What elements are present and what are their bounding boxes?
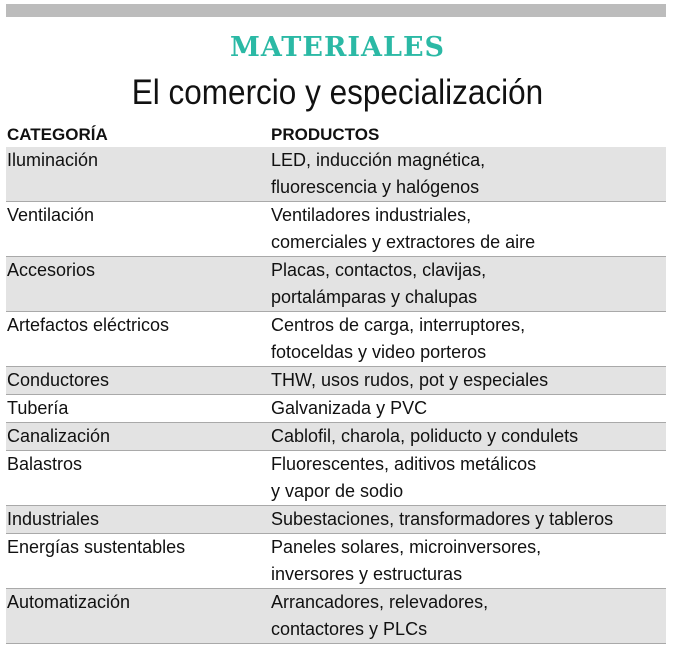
products-line: Paneles solares, microinversores, [271, 537, 542, 557]
table-row [6, 257, 666, 312]
section-label: MATERIALES [229, 32, 446, 63]
products-line: inversores y estructuras [271, 564, 463, 584]
category-cell: Industriales [7, 509, 100, 529]
products-table [6, 122, 666, 644]
category-cell: Balastros [7, 454, 83, 474]
products-line: portalámparas y chalupas [271, 287, 478, 307]
products-cell [271, 312, 666, 366]
products-line: Arrancadores, relevadores, [271, 592, 489, 612]
products-line: LED, inducción magnética, [271, 150, 486, 170]
table-row [6, 451, 666, 506]
products-line: Cablofil, charola, poliducto y condulets [271, 426, 579, 446]
header-products: PRODUCTOS [271, 125, 380, 144]
products-cell [271, 423, 666, 450]
products-line: Centros de carga, interruptores, [271, 315, 526, 335]
page-title: El comercio y especialización [131, 73, 544, 112]
table-row [6, 589, 666, 644]
products-cell [271, 367, 666, 394]
category-cell: Automatización [7, 592, 131, 612]
table-row [6, 506, 666, 534]
products-cell [271, 202, 666, 256]
products-cell [271, 451, 666, 505]
products-line: fotoceldas y video porteros [271, 342, 487, 362]
products-cell [271, 589, 666, 643]
category-cell: Energías sustentables [7, 537, 186, 557]
products-cell [271, 395, 666, 422]
products-cell [271, 534, 666, 588]
table-body [6, 147, 666, 644]
products-cell [271, 257, 666, 311]
products-cell [271, 506, 666, 533]
category-cell: Canalización [7, 426, 111, 446]
products-cell [271, 147, 666, 201]
products-line: THW, usos rudos, pot y especiales [271, 370, 549, 390]
products-line: Placas, contactos, clavijas, [271, 260, 487, 280]
table-row [6, 202, 666, 257]
category-cell: Accesorios [7, 260, 96, 280]
table-row [6, 147, 666, 202]
products-line: Galvanizada y PVC [271, 398, 428, 418]
products-line: contactores y PLCs [271, 619, 428, 639]
products-line: y vapor de sodio [271, 481, 404, 501]
table-header-row [6, 122, 666, 147]
category-cell: Ventilación [7, 205, 95, 225]
products-line: Fluorescentes, aditivos metálicos [271, 454, 537, 474]
table-row [6, 312, 666, 367]
category-cell: Iluminación [7, 150, 99, 170]
products-line: Subestaciones, transformadores y tableros [271, 509, 614, 529]
products-line: Ventiladores industriales, [271, 205, 472, 225]
header-category: CATEGORÍA [7, 125, 108, 144]
category-cell: Artefactos eléctricos [7, 315, 170, 335]
table-row [6, 423, 666, 451]
products-line: fluorescencia y halógenos [271, 177, 480, 197]
category-cell: Tubería [7, 398, 69, 418]
table-row [6, 395, 666, 423]
products-line: comerciales y extractores de aire [271, 232, 536, 252]
table-row [6, 534, 666, 589]
top-rule-bar [6, 4, 666, 17]
category-cell: Conductores [7, 370, 110, 390]
table-row [6, 367, 666, 395]
